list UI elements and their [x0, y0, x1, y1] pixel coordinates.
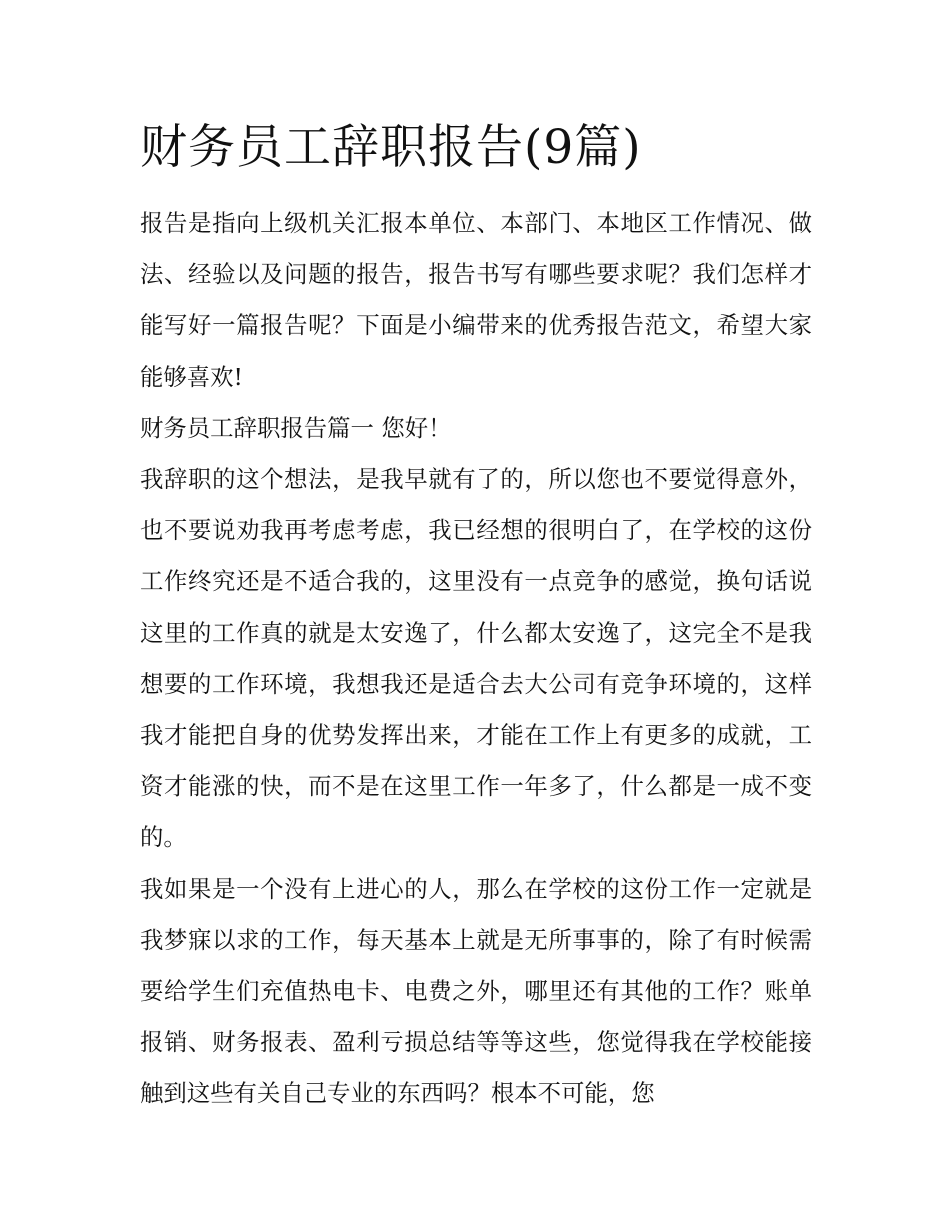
document-title: 财务员工辞职报告(9篇)	[140, 120, 642, 175]
section-heading-greeting: 财务员工辞职报告篇一 您好！	[140, 413, 452, 442]
document-page	[140, 112, 812, 1120]
body-paragraph: 我如果是一个没有上进心的人，那么在学校的这份工作一定就是我梦寐以求的工作，每天基本上就是无所事事的，除了有时候需要给学生们充值热电卡、电费之外，哪里还有其他的工作？账单报销、财务报表、盈利亏损总结等等这些，您觉得我在学校能接触到这些有关自己专业的东西吗？根本不可能，您	[140, 874, 812, 1108]
body-paragraph: 我辞职的这个想法，是我早就有了的，所以您也不要觉得意外，也不要说劝我再考虑考虑，我已经想的很明白了，在学校的这份工作终究还是不适合我的，这里没有一点竞争的感觉，换句话说这里的工作真的就是太安逸了，什么都太安逸了，这完全不是我想要的工作环境，我想我还是适合去大公司有竞争环境的，这样我才能把自身的优势发挥出来，才能在工作上有更多的成就，工资才能涨的快，而不是在这里工作一年多了，什么都是一成不变的。	[140, 465, 812, 852]
intro-paragraph: 报告是指向上级机关汇报本单位、本部门、本地区工作情况、做法、经验以及问题的报告，报告书写有哪些要求呢？我们怎样才能写好一篇报告呢？下面是小编带来的优秀报告范文，希望大家能够喜欢!	[140, 209, 812, 391]
